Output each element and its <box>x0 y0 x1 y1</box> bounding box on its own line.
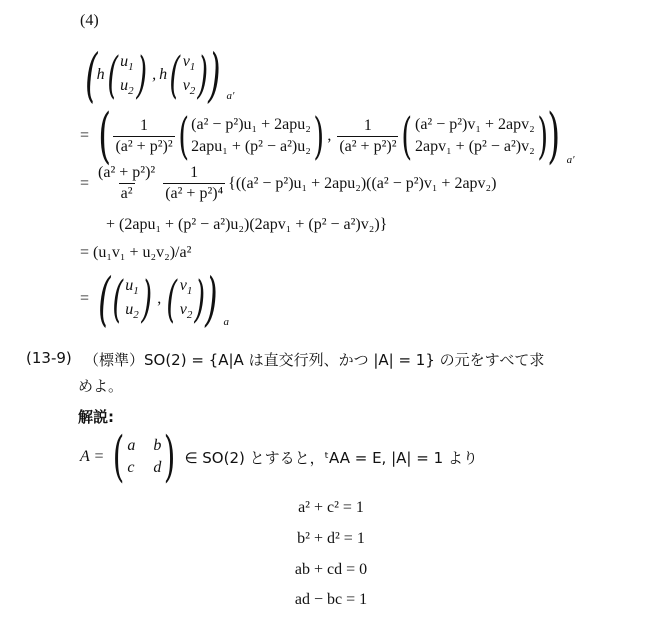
metric-subscript: a′ <box>226 90 235 102</box>
h-symbol: h <box>96 66 105 83</box>
inner-product-line-1: ( h ( $u_1$ $u_2$ ) , h ( $v_1$ $v_2$ ) ) a′ <box>85 41 235 109</box>
equation-3: ab + cd = 0 <box>294 561 368 578</box>
equation-line-2: = ( $\frac{1}{\text{(a² + p²)²}}$ ( (a² − p²)u₁ + 2apu₂ 2apu₁ + (p² − a²)u₂ ) , $\frac{1}{\text{(a² + p²)²}}$ ( (a² − p²)v₁ + 2apv₂ 2apv₁ + (p² − a²)v₂ ) ) a′ <box>80 101 575 171</box>
problem-number: (4) <box>80 12 99 29</box>
equation-2: b² + d² = 1 <box>297 530 365 547</box>
matrix-A: a b c d <box>127 437 162 476</box>
equation-line-5: = (u₁v₁ + u₂v₂)/a² <box>80 244 192 261</box>
problem-13-9-number: (13-9) <box>26 349 72 367</box>
equation-line-6: = ( ( $u_1$ $u_2$ ) , ( $v_1$ $v_2$ ) ) a <box>80 265 229 333</box>
solution-label: 解説: <box>78 408 114 426</box>
problem-13-9-text: （標準）SO(2) = {A|A は直交行列、かつ |A| = 1} の元をすべて求 <box>84 351 545 369</box>
equation-line-4: + (2apu₁ + (p² − a²)u₂)(2apv₁ + (p² − a²)v₂)} <box>106 216 388 233</box>
equation-4: ad − bc = 1 <box>294 591 368 608</box>
equation-1: a² + c² = 1 <box>298 499 364 516</box>
equation-line-3: = $\frac{\text{(a² + p²)²}}{\text{a²}}$ $\frac{1}{\text{(a² + p²)⁴}}$ {((a² − p²)u₁ + 2apu₂)((a² − p²)v₁ + 2apv₂) <box>80 164 497 202</box>
solution-matrix-line: A = ( a b c d ) ∈ SO(2) とすると，ᵗAA = E, |A| = 1 より <box>80 425 478 488</box>
problem-13-9-text-cont: めよ。 <box>78 377 124 395</box>
